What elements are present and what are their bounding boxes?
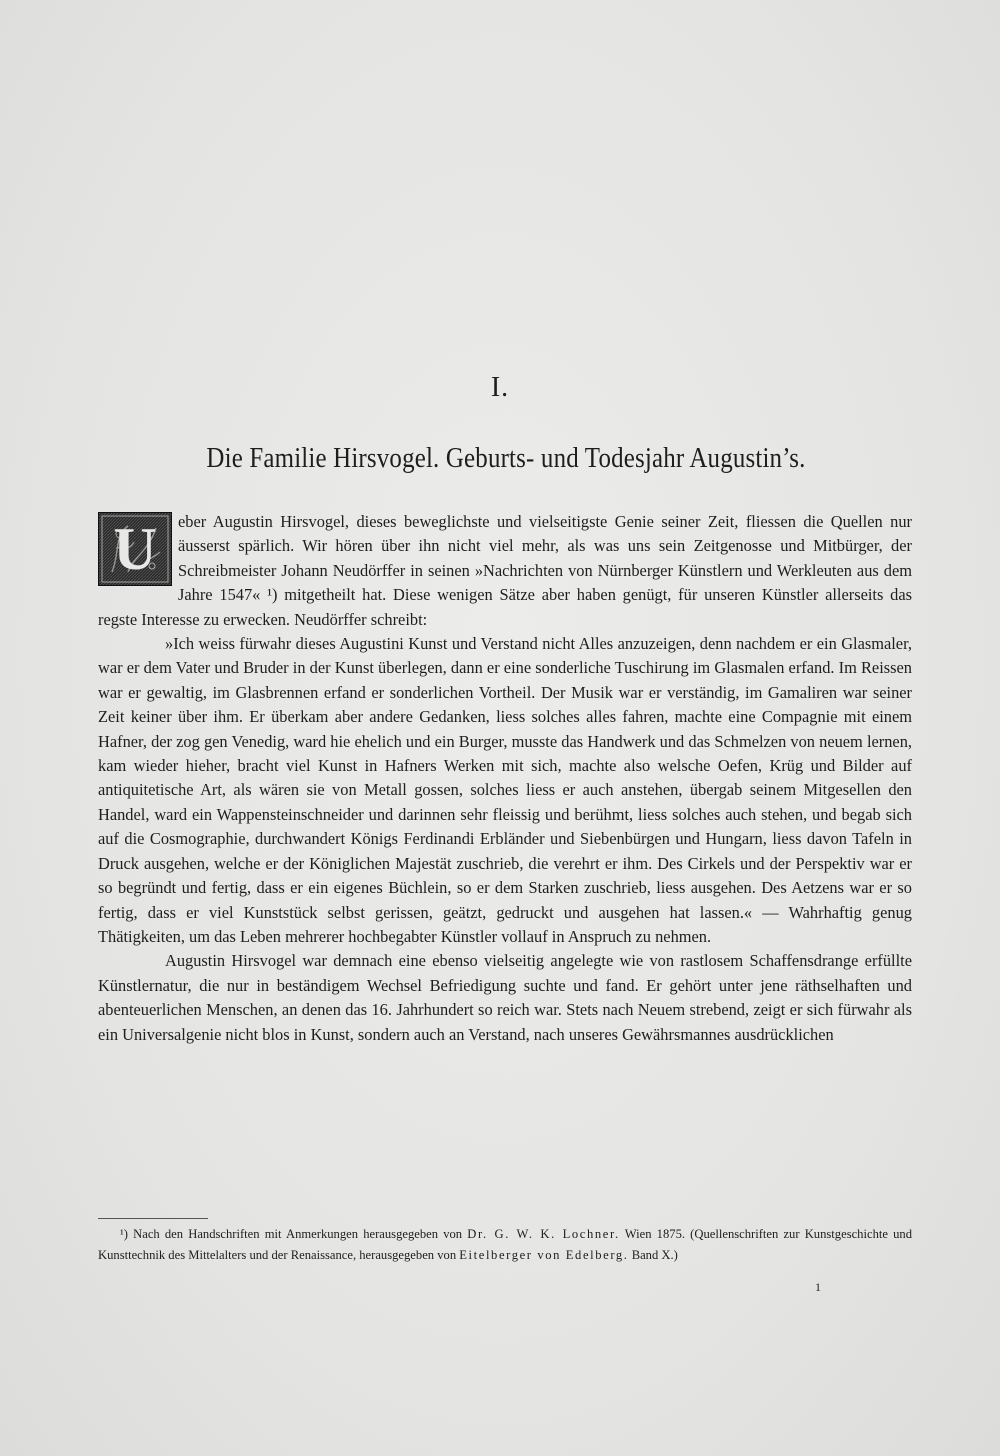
paragraph-1-text: eber Augustin Hirsvogel, dieses beweglichste und vielseitigste Genie seiner Zeit, fliessen die Quellen nur äusserst spärlich. Wir hören über ihn nicht viel mehr, als was uns sein Zeitgenosse und Mitbürger, der Schreibmeister Johann Neudörffer in seinen »Nachrichten von Nürnberger Künstlern und Werkleuten aus dem Jahre 1547« ¹) mitgetheilt hat. Diese wenigen Sätze aber haben genügt, für unseren Künstler allerseits das regste Interesse zu erwecken. Neudörffer schreibt: [98,512,912,629]
footnote-author-1: Dr. G. W. K. Lochner. [467,1227,620,1241]
chapter-number: I. [490,372,510,403]
paragraph-1 [98,510,912,632]
dropcap-letter: U [113,516,157,582]
body-text [98,510,912,1047]
footnote-before: ¹) Nach den Handschriften mit Anmerkungen herausgegeben von [120,1227,468,1241]
chapter-title: Die Familie Hirsvogel. Geburts- und Todesjahr Augustin’s. [206,442,806,474]
dropcap-initial [98,512,172,586]
footnote-middle: Wien 1875. (Quellenschriften zur Kunstgeschichte und Kunsttechnik des Mittelalters und der Renaissance, herausgegeben von [98,1227,913,1262]
footnote-1 [98,1224,912,1266]
page-number: 1 [815,1280,821,1294]
paragraph-2-quote: »Ich weiss fürwahr dieses Augustini Kunst und Verstand nicht Alles anzuzeigen, denn nachdem er ein Glasmaler, war er dem Vater und Bruder in der Kunst überlegen, dann er eine sonderliche Tuschirung im Glasmalen erfand. Im Reissen war er gewaltig, im Glasbrennen erfand er sonderlichen Vortheil. Der Musik war er verständig, im Gamaliren war seiner Zeit keiner über ihm. Er überkam aber andere Gedanken, liess solches alles fahren, machte eine Compagnie mit einem Hafner, der zog gen Venedig, ward hie ehelich und ein Burger, musste das Handwerk und das Schmelzen von neuem lernen, kam wieder hieher, bracht viel Kunst in Hafners Werken mit sich, machte also welsche Oefen, Krüg und Bilder auf antiquitetische Art, als wären sie von Metall gossen, solches liess er auch anstehen, übergab seinem Mitgesellen den Handel, ward ein Wappensteinschneider und darinnen sehr fleissig und berühmt, liess solches auch stehen, und begab sich auf die Cosmographie, durchwandert Königs Ferdinandi Erbländer und Siebenbürgen und Hungarn, liess davon Tafeln in Druck ausgehen, welche er der Königlichen Majestät zuschrieb, die verehrt er ihm. Des Cirkels und der Perspektiv war er so begründt und fertig, dass er ein eigenes Büchlein, so er dem Starken zuschrieb, liess ausgehen. Des Aetzens war er so fertig, dass er viel Kunststück selbst gerissen, geätzt, gedruckt und ausgehen hat lassen.« — Wahrhaftig genug Thätigkeiten, um das Leben mehrerer hochbegabter Künstler vollauf in Anspruch zu nehmen. [98,634,912,946]
paragraph-3: Augustin Hirsvogel war demnach eine ebenso vielseitig angelegte wie von rastlosem Schaffensdrange erfüllte Künstlernatur, die nur in beständigem Wechsel Befriedigung suchte und fand. Er gehört unter jene räthselhaften und abenteuerlichen Menschen, an denen das 16. Jahrhundert so reich war. Stets nach Neuem strebend, zeigt er sich fürwahr als ein Universalgenie nicht blos in Kunst, sondern auch an Verstand, nach unseres Gewährsmannes ausdrücklichen [98,951,912,1044]
footnote-after: Band X.) [628,1248,678,1262]
footnote [98,1224,912,1266]
footnote-author-2: Eitelberger von Edelberg. [459,1248,629,1262]
footnote-divider [98,1218,208,1219]
